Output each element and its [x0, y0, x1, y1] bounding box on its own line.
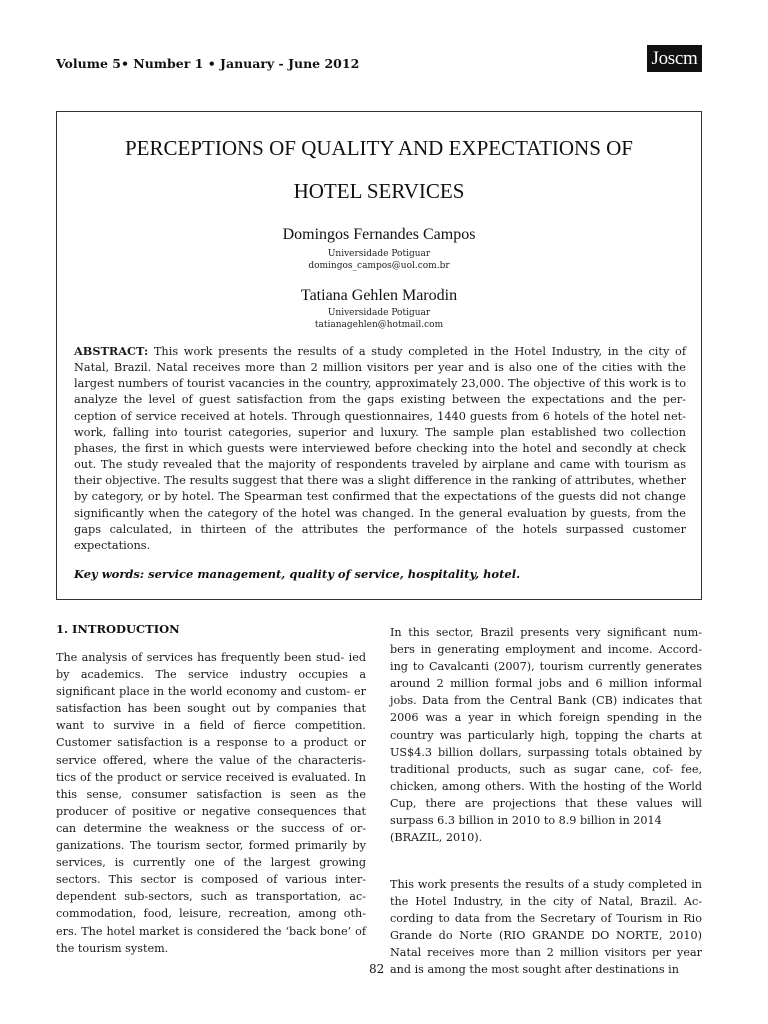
author-2-name: Tatiana Gehlen Marodin [300, 287, 458, 304]
title-line-2: HOTEL SERVICES [293, 179, 465, 203]
journal-issue-line: Volume 5• Number 1 • January - June 2012 [56, 56, 360, 71]
right-paragraph-1-text: In this sector, Brazil presents very significant num- bers in generating employment and income. Accord- ing to Cavalcanti (2007), tourism currently generates around 2 million formal jobs and 6 million informal jobs. Data from the Central Bank (CB) indicates that 2006 was a year in which foreign spending in the country was particularly high, topping the charts at US$4.3 billion dollars, surpassing totals obtained by traditional products, such as sugar cane, cof- fee, chicken, among others. With the hosting of the World Cup, there are projections that these values will surpass 6.3 billion in 2010 to 8.9 billion in 2014 [390, 626, 702, 828]
abstract-paragraph [74, 343, 686, 554]
right-paragraph-1-citation: (BRAZIL, 2010). [390, 831, 483, 845]
right-column-paragraph-1 [390, 624, 702, 846]
author-1-affiliation: Universidade Potiguar [327, 249, 431, 259]
author-1-name: Domingos Fernandes Campos [282, 226, 476, 243]
journal-logo: Joscm [647, 45, 702, 72]
abstract-text: This work presents the results of a study completed in the Hotel Industry, in the city of Natal, Brazil. Natal receives more than 2 million visitors per year and is also one of the cities with the largest numbers of tourist vacancies in the country, approximately 23,000. The objective of this work is to analyze the level of guest satisfaction from the gaps existing between the expectations and the per- ception of service received at hotels. Through questionnaires, 1440 guests from 6 hotels of the hotel net- work, falling into tourist categories, superior and luxury. The sample plan established two collection phases, the first in which guests were interviewed before checking into the hotel and secondly at check out. The study revealed that the majority of respondents traveled by airplane and came with tourism as their objective. The results suggest that there was a slight difference in the ranking of attributes, whether by category, or by hotel. The Spearman test confirmed that the expectations of the guests did not change significantly when the category of the hotel was changed. In the general evaluation by guests, from the gaps calculated, in thirteen of the attributes the performance of the hotels surpassed customer expectations. [74, 345, 686, 552]
right-column-paragraph-2: This work presents the results of a study completed in the Hotel Industry, in the city of Natal, Brazil. Ac- cording to data from the Secretary of Tourism in Rio Grande do Norte (RIO GRANDE DO NORTE, 2010) Natal receives more than 2 million visitors per year and is among the most sought after destinations in [390, 878, 702, 977]
title-line-1: PERCEPTIONS OF QUALITY AND EXPECTATIONS OF [125, 136, 633, 160]
page-number: 82 [369, 962, 385, 976]
abstract-box [56, 111, 702, 600]
author-2-email: tatianagehlen@hotmail.com [314, 320, 444, 330]
abstract-label: ABSTRACT: [74, 344, 149, 358]
keywords: Key words: service management, quality of service, hospitality, hotel. [74, 567, 521, 581]
article-title [57, 127, 701, 213]
section-heading-introduction: 1. INTRODUCTION [56, 622, 180, 636]
author-2-affiliation: Universidade Potiguar [327, 308, 431, 318]
left-column-paragraph: The analysis of services has frequently been stud- ied by academics. The service industry occupies a significant place in the world economy and custom- er satisfaction has been sought out by companies that want to survive in a field of fierce competition. Customer satisfaction is a response to a product or service offered, where the value of the characteris- tics of the product or service received is evaluated. In this sense, consumer satisfaction is seen as the producer of positive or negative consequences that can determine the weakness or the success of or- ganizations. The tourism sector, formed primarily by services, is currently one of the largest growing sectors. This sector is composed of various inter- dependent sub-sectors, such as transportation, ac- commodation, food, leisure, recreation, among oth- ers. The hotel market is considered the ‘back bone’ of the tourism system. [56, 651, 366, 955]
author-1-email: domingos_campos@uol.com.br [308, 261, 450, 271]
